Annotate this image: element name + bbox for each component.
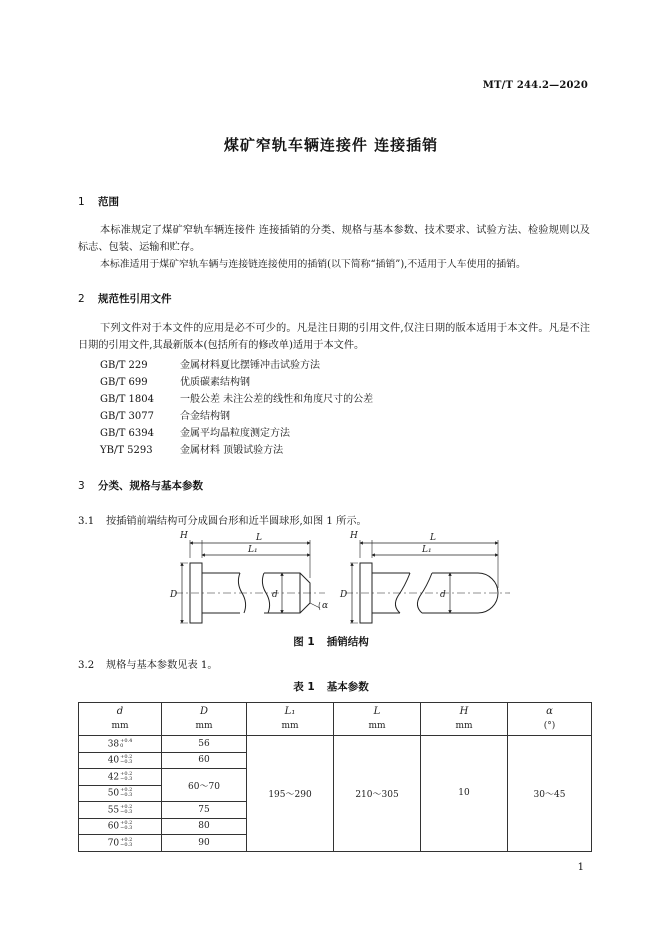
section-1-paragraph-2: 本标准适用于煤矿窄轨车辆与连接链连接使用的插销(以下简称“插销”),不适用于人车使用的插销。 — [100, 259, 526, 270]
header-cell-d: d mm — [79, 703, 162, 736]
section-number: 2 — [78, 293, 85, 305]
reference-title: 优质碳素结构钢 — [180, 377, 250, 388]
cell-H-merged: 10 — [421, 736, 508, 852]
section-title: 分类、规格与基本参数 — [98, 480, 203, 492]
reference-title: 一般公差 未注公差的线性和角度尺寸的公差 — [180, 394, 374, 405]
dim-label-H: H — [350, 531, 358, 541]
cell-d: 42+0.2 −0.3 — [79, 769, 162, 786]
clause-number: 3.2 — [78, 660, 95, 671]
cell-d: 38+0.4 0 — [79, 736, 162, 753]
clause-text: 规格与基本参数见表 1。 — [106, 660, 218, 671]
table-title: 基本参数 — [326, 681, 369, 693]
cell-D: 80 — [162, 818, 247, 835]
clause-3-2 — [78, 656, 218, 671]
cell-d: 55+0.2 −0.3 — [79, 802, 162, 819]
reference-item — [100, 374, 250, 391]
cell-d: 70+0.2 −0.3 — [79, 835, 162, 852]
cell-D: 90 — [162, 835, 247, 852]
reference-code: GB/T 3077 — [100, 411, 155, 422]
figure-title: 插销结构 — [326, 636, 369, 648]
dim-label-L: L — [430, 533, 436, 543]
dim-label-D: D — [170, 590, 178, 600]
dim-label-d: d — [440, 590, 446, 600]
cell-D: 56 — [162, 736, 247, 753]
clause-number: 3.1 — [78, 516, 95, 527]
section-1-heading — [78, 194, 119, 209]
table-label: 表 1 — [293, 681, 315, 693]
standard-number: MT/T 244.2—2020 — [482, 80, 588, 91]
basic-parameters-table — [78, 702, 592, 852]
cell-D-merged: 60～70 — [162, 769, 247, 802]
clause-text: 按插销前端结构可分成圆台形和近半圆球形,如图 1 所示。 — [106, 516, 367, 527]
section-number: 1 — [78, 196, 85, 208]
reference-code: GB/T 6394 — [100, 428, 155, 439]
header-cell-alpha: α (°) — [508, 703, 592, 736]
header-cell-H: H mm — [421, 703, 508, 736]
reference-item — [100, 425, 290, 442]
reference-title: 金属材料夏比摆锤冲击试验方法 — [180, 360, 320, 371]
section-2-heading — [78, 291, 172, 306]
cell-D: 75 — [162, 802, 247, 819]
header-cell-D: D mm — [162, 703, 247, 736]
reference-item — [100, 408, 230, 425]
table-header-row — [79, 703, 592, 736]
table-caption — [0, 679, 662, 694]
cell-d: 40+0.2 −0.3 — [79, 752, 162, 769]
cell-d: 50+0.2 −0.3 — [79, 785, 162, 802]
reference-title: 金属平均晶粒度测定方法 — [180, 428, 290, 439]
reference-title: 合金结构钢 — [180, 411, 230, 422]
section-1-paragraph-1: 本标准规定了煤矿窄轨车辆连接件 连接插销的分类、规格与基本参数、技术要求、试验方法、检验规则以及标志、包装、运输和贮存。 — [78, 225, 590, 253]
header-cell-L1: L₁ mm — [247, 703, 334, 736]
reference-item — [100, 357, 320, 374]
section-2-paragraph-1: 下列文件对于本文件的应用是必不可少的。凡是注日期的引用文件,仅注日期的版本适用于本文件。凡是不注日期的引用文件,其最新版本(包括所有的修改单)适用于本文件。 — [78, 323, 590, 351]
section-title: 范围 — [98, 196, 119, 208]
section-number: 3 — [78, 480, 85, 492]
cell-L-merged: 210～305 — [334, 736, 421, 852]
clause-3-1 — [78, 512, 367, 527]
table-row — [79, 736, 592, 753]
section-3-heading — [78, 478, 203, 493]
page-number: 1 — [577, 862, 584, 873]
dim-label-H: H — [180, 531, 188, 541]
cell-d: 60+0.2 −0.3 — [79, 818, 162, 835]
reference-item — [100, 442, 283, 459]
reference-code: YB/T 5293 — [100, 445, 153, 456]
section-title: 规范性引用文件 — [98, 293, 172, 305]
header-cell-L: L mm — [334, 703, 421, 736]
figure-label: 图 1 — [293, 636, 315, 648]
dim-label-d: d — [272, 590, 278, 600]
document-title: 煤矿窄轨车辆连接件 连接插销 — [223, 136, 439, 154]
reference-code: GB/T 229 — [100, 360, 148, 371]
dim-label-L1: L₁ — [422, 545, 432, 555]
cell-alpha-merged: 30～45 — [508, 736, 592, 852]
reference-item — [100, 391, 373, 408]
dim-label-L: L — [256, 533, 262, 543]
dim-label-D: D — [340, 590, 348, 600]
cell-D: 60 — [162, 752, 247, 769]
dim-label-alpha: α — [322, 601, 329, 611]
reference-code: GB/T 699 — [100, 377, 148, 388]
pin-structure-figure — [160, 528, 520, 628]
reference-code: GB/T 1804 — [100, 394, 155, 405]
dim-label-L1: L₁ — [248, 545, 258, 555]
reference-title: 金属材料 顶锻试验方法 — [180, 445, 284, 456]
figure-caption — [0, 634, 662, 649]
cell-L1-merged: 195～290 — [247, 736, 334, 852]
